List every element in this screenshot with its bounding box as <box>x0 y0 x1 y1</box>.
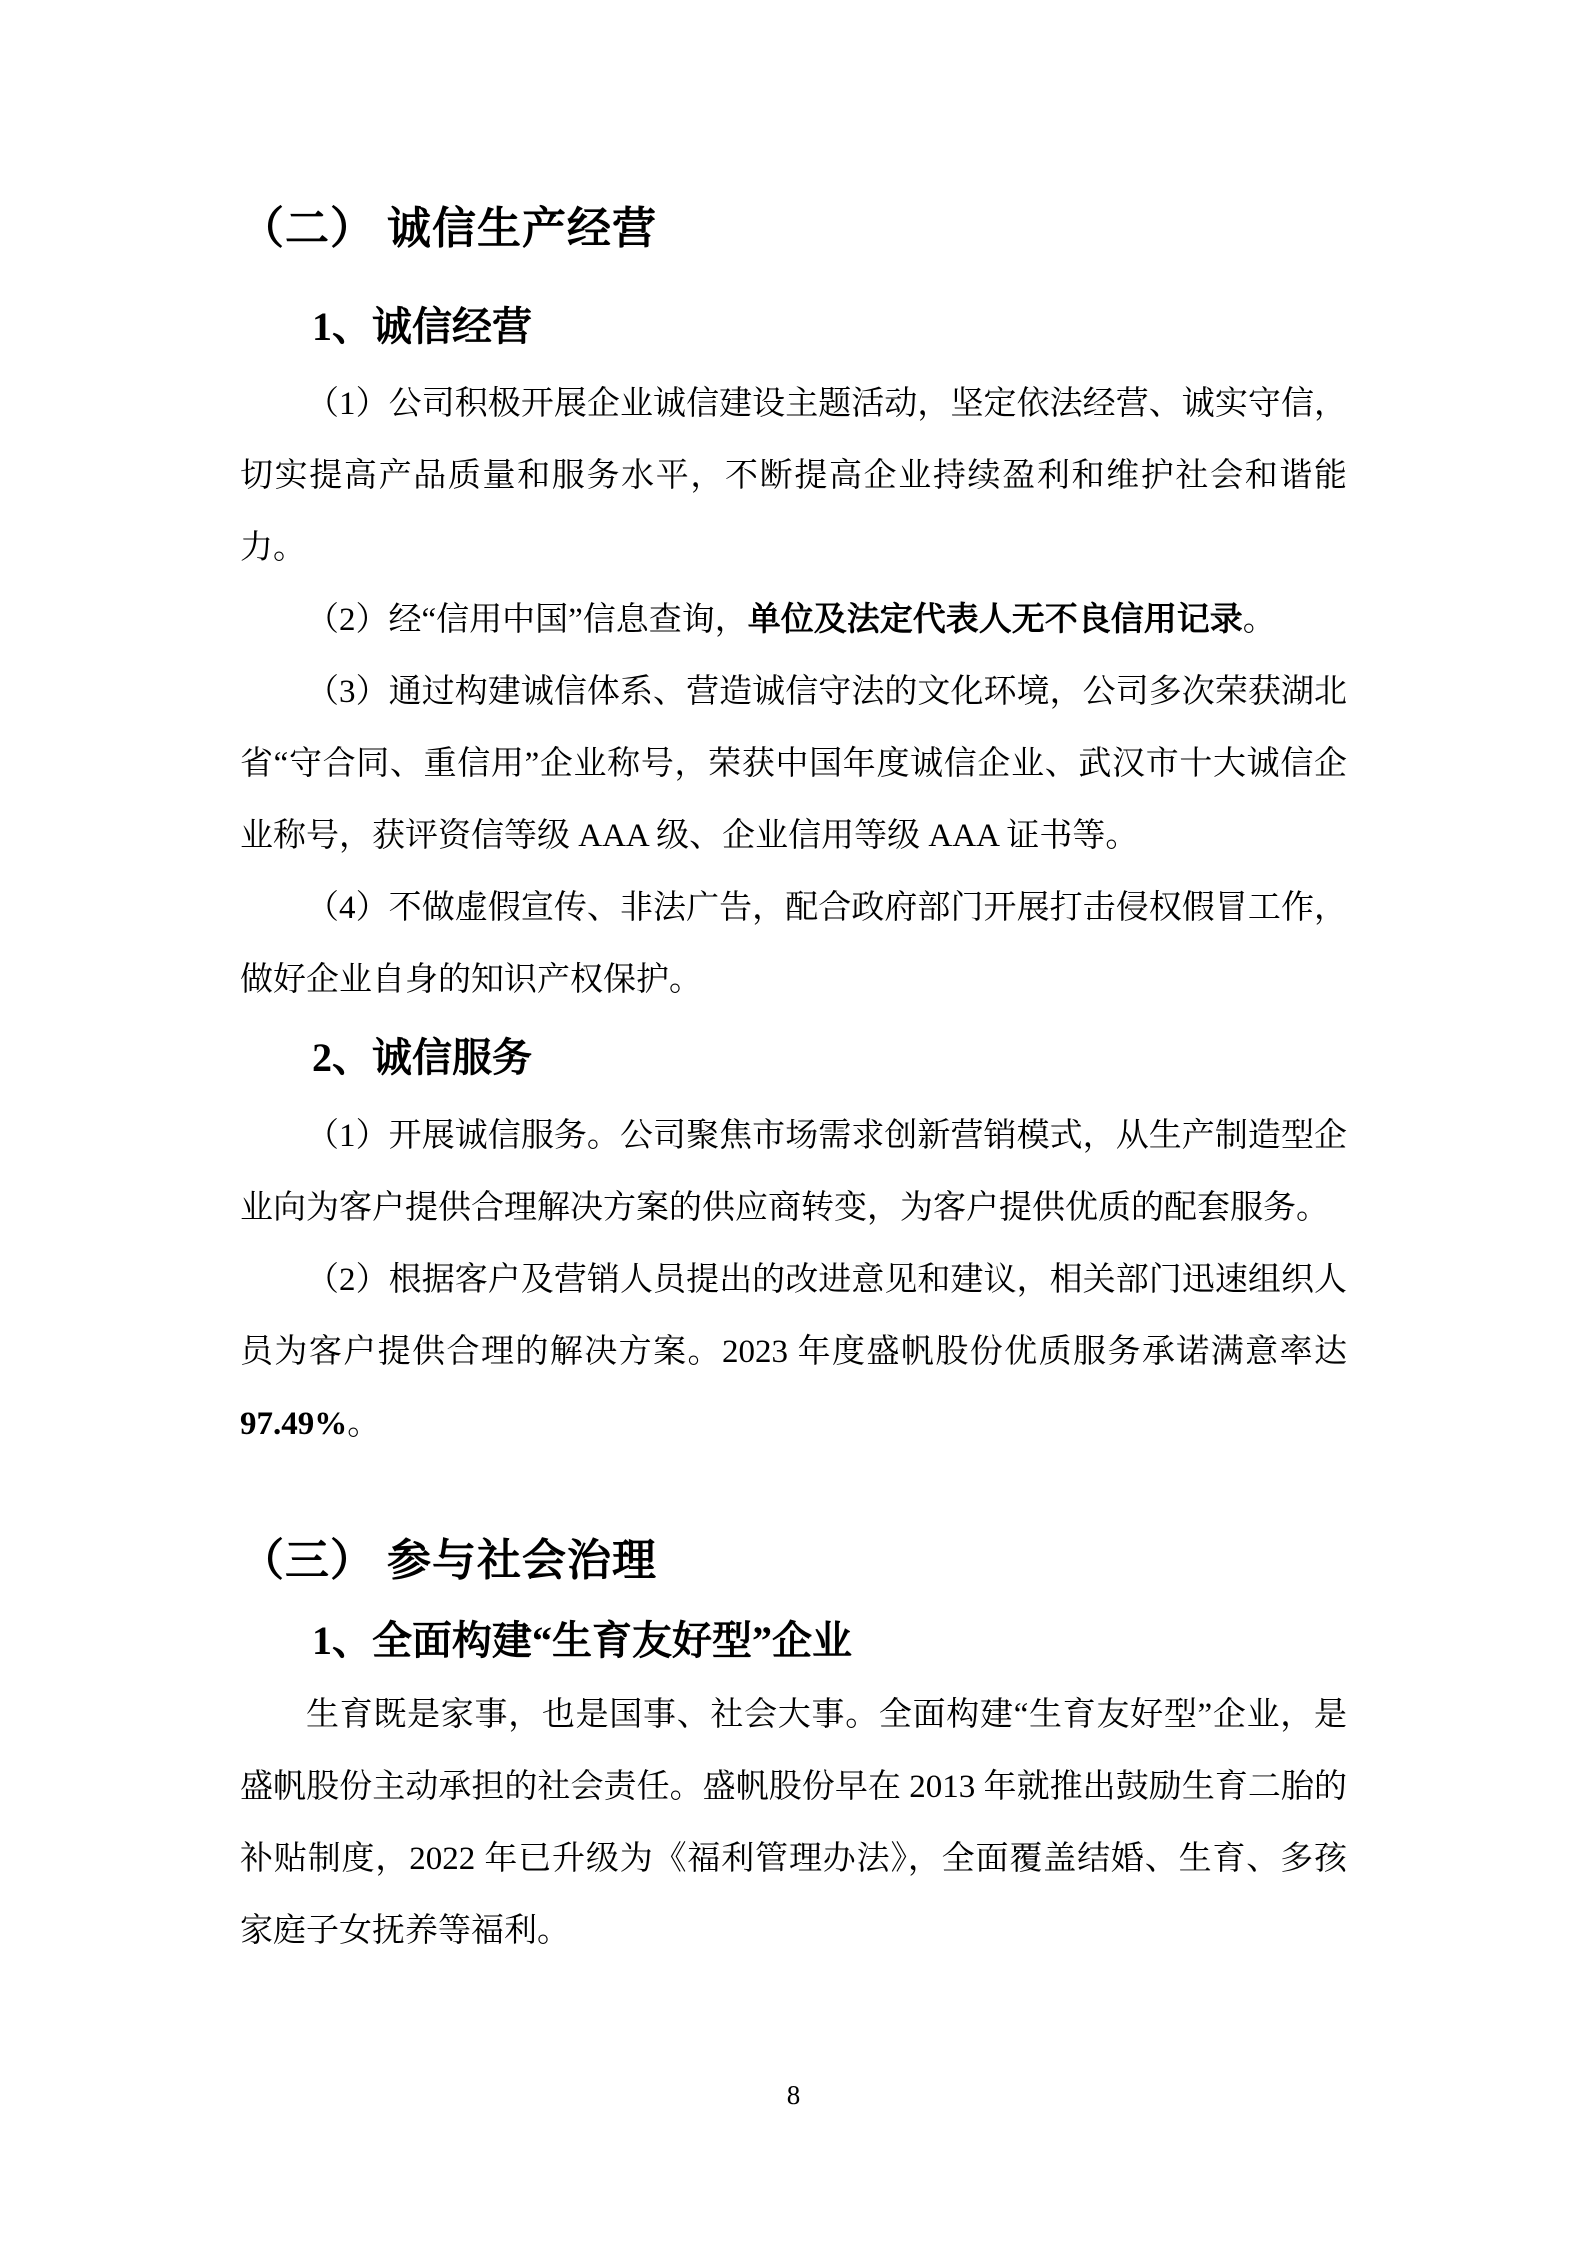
paragraph-integrity-operation-4 <box>240 872 1347 1016</box>
text-run: （2）经“信用中国”信息查询， <box>306 602 748 638</box>
text-run-bold: 单位及法定代表人无不良信用记录 <box>747 602 1243 638</box>
paragraph-integrity-operation-3 <box>240 656 1347 872</box>
page-content <box>240 0 1347 1967</box>
paragraph-integrity-service-1 <box>240 1100 1347 1244</box>
text-run: （1）开展诚信服务。公司聚焦市场需求创新营销模式，从生产制造型企业向为客户提供合理解决方案的供应商转变，为客户提供优质的配套服务。 <box>240 1118 1347 1226</box>
paragraph-integrity-operation-1 <box>240 368 1347 584</box>
text-run: （1）公司积极开展企业诚信建设主题活动，坚定依法经营、诚实守信，切实提高产品质量和服务水平，不断提高企业持续盈利和维护社会和谐能力。 <box>240 386 1347 566</box>
paragraph-fertility-friendly-1 <box>240 1679 1347 1967</box>
section-heading-integrity-production: （二） 诚信生产经营 <box>240 204 657 253</box>
text-run-bold: 97.49% <box>240 1406 348 1442</box>
text-run: 。 <box>1242 602 1276 638</box>
text-run: （2）根据客户及营销人员提出的改进意见和建议，相关部门迅速组织人员为客户提供合理的解决方案。2023 年度盛帆股份优质服务承诺满意率达 <box>240 1262 1347 1370</box>
paragraph-integrity-operation-2 <box>240 584 1347 656</box>
section-heading-social-governance: （三） 参与社会治理 <box>240 1536 657 1585</box>
text-run: （3）通过构建诚信体系、营造诚信守法的文化环境，公司多次荣获湖北省“守合同、重信用”企业称号，荣获中国年度诚信企业、武汉市十大诚信企业称号，获评资信等级 AAA 级、企业信用等级 AAA 证书等。 <box>240 674 1347 854</box>
text-run: 生育既是家事，也是国事、社会大事。全面构建“生育友好型”企业，是盛帆股份主动承担的社会责任。盛帆股份早在 2013 年就推出鼓励生育二胎的补贴制度，2022 年已升级为《福利管理办法》，全面覆盖结婚、生育、多孩家庭子女抚养等福利。 <box>240 1697 1347 1949</box>
page-number: 8 <box>786 2080 801 2110</box>
paragraph-integrity-service-2 <box>240 1244 1347 1460</box>
subsection-heading-integrity-operation: 1、诚信经营 <box>312 304 532 349</box>
subsection-heading-fertility-friendly: 1、全面构建“生育友好型”企业 <box>312 1618 852 1663</box>
text-run: （4）不做虚假宣传、非法广告，配合政府部门开展打击侵权假冒工作，做好企业自身的知识产权保护。 <box>240 890 1347 998</box>
text-run: 。 <box>347 1406 381 1442</box>
subsection-heading-integrity-service: 2、诚信服务 <box>312 1035 532 1080</box>
